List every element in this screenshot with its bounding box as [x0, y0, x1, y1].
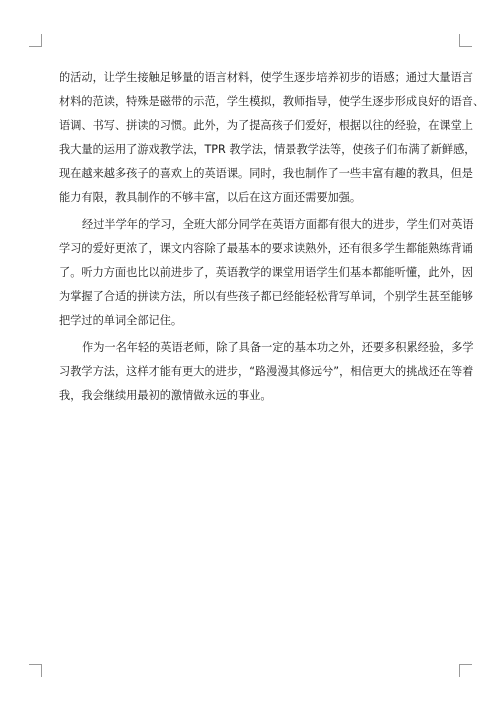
- document-body: [59, 66, 485, 411]
- paragraph-line: 习教学方法，这样才能有更大的进步，“路漫漫其修远兮”，相信更大的挑战还在等着: [59, 365, 474, 378]
- paragraph-line: 了。听力方面也比以前进步了，英语教学的课堂用语学生们基本都能听懂，此外，因: [59, 266, 473, 279]
- paragraph-2: [59, 213, 474, 333]
- paragraph-line: 的活动，让学生接触足够量的语言材料，使学生逐步培养初步的语感；通过大量语言: [59, 71, 473, 84]
- paragraph-line: 现在越来越多孩子的喜欢上的英语课。同时，我也制作了一些丰富有趣的教具，但是: [59, 167, 473, 180]
- paragraph-line: 材料的范读，特殊是磁带的示范，学生模拟，教师指导，使学生逐步形成良好的语音、: [59, 95, 485, 108]
- paragraph-line: 经过半学年的学习，全班大部分同学在英语方面都有很大的进步，学生们对英语: [82, 218, 474, 231]
- crop-mark-bottom-right: [459, 664, 472, 677]
- paragraph-line: 学习的爱好更浓了，课文内容除了最基本的要求读熟外，还有很多学生都能熟练背诵: [59, 242, 473, 255]
- crop-mark-bottom-left: [29, 664, 42, 677]
- crop-mark-top-left: [29, 34, 42, 47]
- paragraph-line: 把学过的单词全部记住。: [59, 314, 183, 327]
- paragraph-line: 能力有限，教具制作的不够丰富，以后在这方面还需要加强。: [59, 191, 362, 204]
- paragraph-3: [59, 336, 474, 408]
- paragraph-line: 我，我会继续用最初的激情做永远的事业。: [59, 389, 272, 402]
- paragraph-line: 语调、书写、拼读的习惯。此外，为了提高孩子们爱好，根据以往的经验，在课堂上: [59, 119, 473, 132]
- crop-mark-top-right: [459, 34, 472, 47]
- paragraph-line: 为掌握了合适的拼读方法，所以有些孩子都已经能轻松背写单词，个别学生甚至能够: [59, 290, 473, 303]
- paragraph-line: 作为一名年轻的英语老师，除了具备一定的基本功之外，还要多积累经验，多学: [82, 341, 474, 354]
- paragraph-line: 我大量的运用了游戏教学法，TPR 教学法，情景教学法等，使孩子们布满了新鲜感，: [59, 143, 476, 156]
- paragraph-1: [59, 66, 485, 210]
